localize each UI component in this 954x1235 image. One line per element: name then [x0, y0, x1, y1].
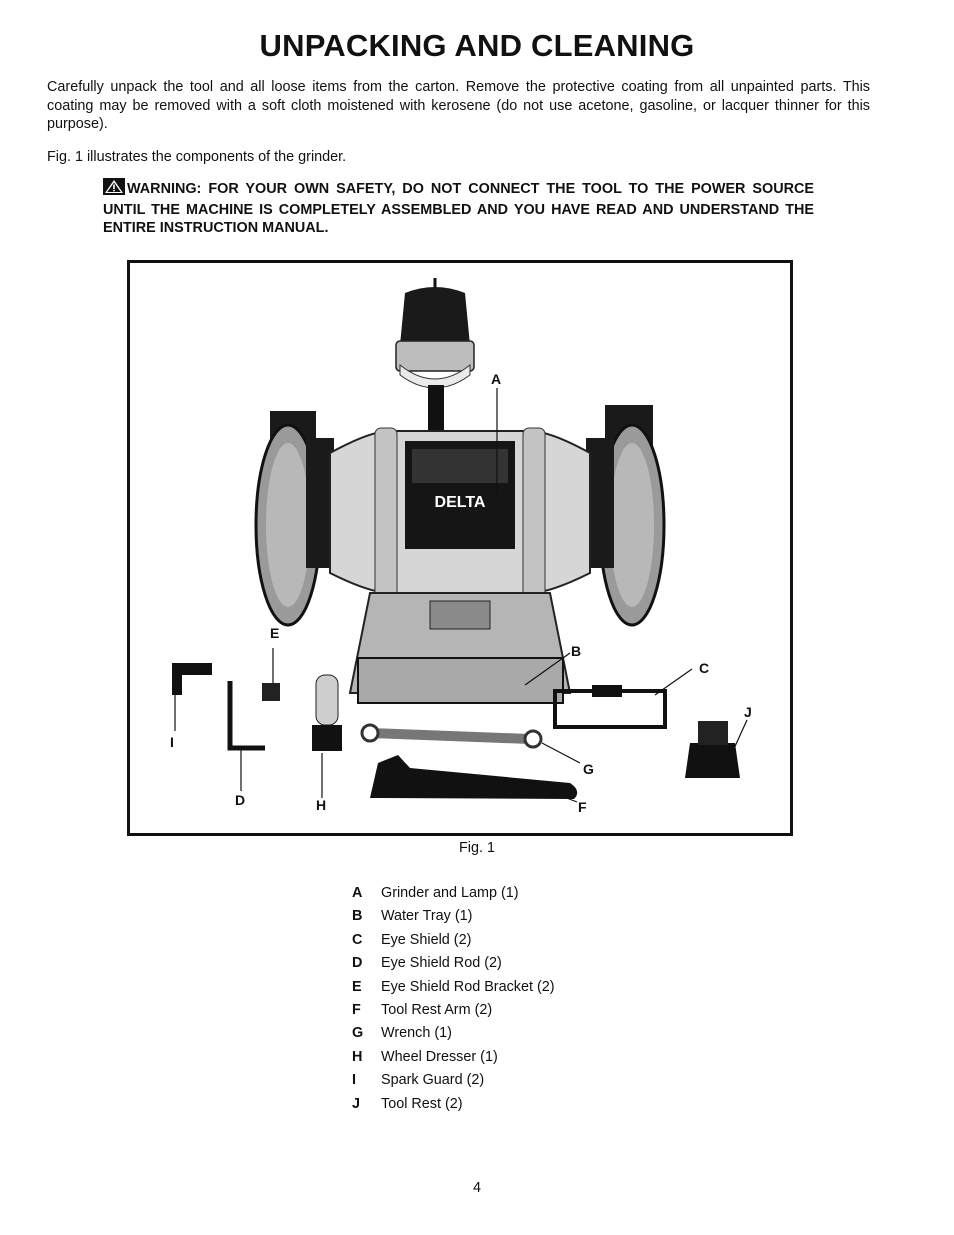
callout-f: F: [578, 799, 587, 815]
part-letter: B: [352, 908, 363, 925]
eye-shield-rod: [230, 681, 265, 748]
spark-guard: [172, 663, 212, 695]
page-number: 4: [472, 1180, 481, 1196]
page-title: UNPACKING AND CLEANING: [259, 28, 695, 63]
part-name: Wheel Dresser (1): [381, 1048, 498, 1065]
callout-a: A: [491, 371, 502, 387]
warning-text: WARNING: FOR YOUR OWN SAFETY, DO NOT CONNECT THE TOOL TO THE POWER SOURCE UNTIL THE MACHINE IS COMPLETELY ASSEMBLED AND YOU HAVE READ AND UNDERSTAND THE ENTIRE INSTRUCTION MANUAL.: [103, 181, 814, 236]
warning-triangle-icon: [103, 178, 125, 201]
parts-list-item: [352, 882, 555, 905]
callout-c: C: [699, 660, 710, 676]
lamp-shade: [400, 287, 470, 345]
callout-h: H: [316, 797, 327, 813]
parts-list-item: [352, 1022, 555, 1045]
part-letter: F: [352, 1001, 361, 1018]
eye-shield-rod-bracket: [262, 683, 280, 701]
callout-j: J: [744, 704, 752, 720]
callout-g: G: [583, 761, 594, 777]
parts-list-item: [352, 1046, 555, 1069]
tool-rest-arm: [370, 755, 577, 799]
left-wheel-face: [266, 443, 310, 607]
part-name: Water Tray (1): [381, 908, 473, 925]
wrench: [370, 733, 530, 739]
wrench-end-right: [525, 731, 541, 747]
delta-brand-text: DELTA: [434, 494, 486, 511]
leader-g: [542, 743, 580, 763]
label-instructions: [412, 449, 508, 483]
part-letter: E: [352, 978, 362, 995]
callout-b: B: [571, 643, 582, 659]
callout-e: E: [270, 625, 280, 641]
callout-i: I: [170, 734, 174, 750]
eye-shield-clamp: [592, 685, 622, 697]
parts-list-item: [352, 1069, 555, 1092]
part-name: Tool Rest Arm (2): [381, 1001, 493, 1018]
parts-list-item: [352, 905, 555, 928]
tool-rest-upright: [698, 721, 728, 745]
part-letter: J: [352, 1095, 361, 1112]
motor-end-left: [375, 428, 397, 598]
part-letter: A: [352, 885, 363, 901]
right-wheel-face: [610, 443, 654, 607]
wheel-dresser-head: [312, 725, 342, 751]
parts-list-item: [352, 976, 555, 999]
intro-paragraph: Carefully unpack the tool and all loose items from the carton. Remove the protective coating from all unpainted parts. This coating may be removed with a soft cloth moistened with kerosene (do not use acetone, gasoline, or lacquer thinner for this purpose).: [47, 79, 870, 132]
part-name: Eye Shield (2): [381, 931, 472, 948]
parts-list-item: [352, 929, 555, 952]
parts-list: [352, 882, 555, 1116]
callout-d: D: [235, 792, 246, 808]
wrench-end-left: [362, 725, 378, 741]
part-letter: D: [352, 955, 363, 972]
figure-reference-text: Fig. 1 illustrates the components of the grinder.: [47, 149, 347, 165]
part-name: Eye Shield Rod Bracket (2): [381, 978, 555, 995]
wheel-dresser-handle: [316, 675, 338, 725]
parts-list-item: [352, 999, 555, 1022]
part-letter: C: [352, 931, 363, 948]
base-switch: [430, 601, 490, 629]
grinder-components-figure: [127, 260, 793, 836]
grinder-illustration: [130, 263, 790, 833]
part-name: Eye Shield Rod (2): [381, 955, 502, 972]
part-letter: H: [352, 1048, 363, 1065]
part-name: Grinder and Lamp (1): [381, 885, 519, 901]
part-name: Tool Rest (2): [381, 1095, 463, 1112]
parts-list-item: [352, 1093, 555, 1116]
part-name: Wrench (1): [381, 1025, 452, 1042]
tool-rest: [685, 743, 740, 778]
motor-end-right: [523, 428, 545, 598]
figure-caption: Fig. 1: [459, 840, 495, 856]
lamp-bulb: [396, 341, 474, 371]
leader-j: [732, 720, 747, 753]
leader-c: [655, 669, 692, 695]
parts-list-item: [352, 952, 555, 975]
part-name: Spark Guard (2): [381, 1072, 485, 1089]
warning-notice: [103, 178, 814, 238]
part-letter: I: [352, 1072, 356, 1089]
part-letter: G: [352, 1025, 364, 1042]
